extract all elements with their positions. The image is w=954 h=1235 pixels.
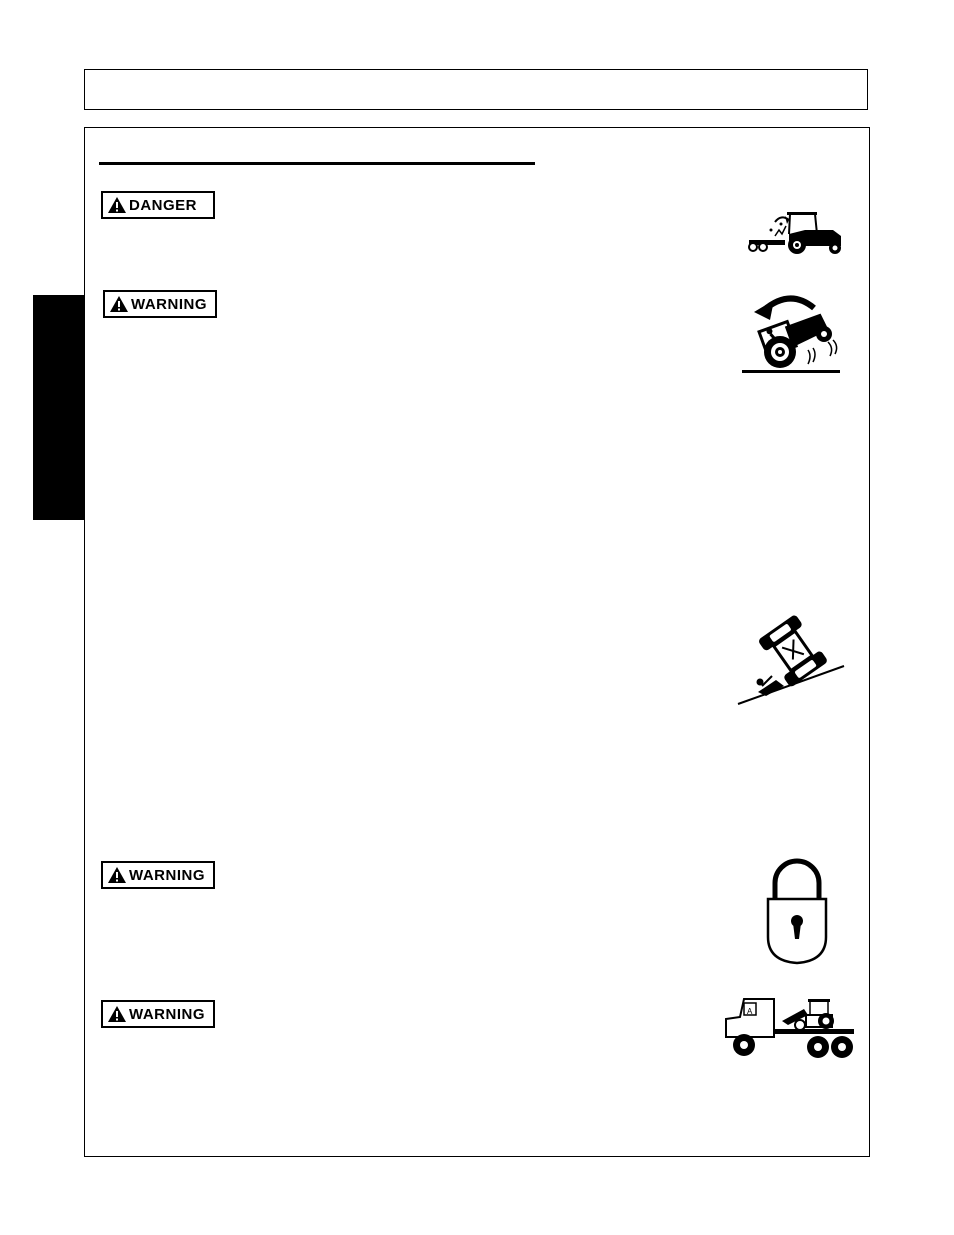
warning-sign-lockout (101, 861, 215, 889)
tractor-mower-thrown-object-icon (745, 208, 845, 256)
section-tab-marker (33, 295, 84, 520)
warning-sign-label: WARNING (129, 1005, 205, 1023)
warning-sign-transport (101, 1000, 215, 1028)
warning-triangle-icon (107, 1005, 127, 1023)
danger-sign (101, 191, 215, 219)
page-header-box (84, 69, 868, 110)
danger-sign-label: DANGER (129, 196, 198, 214)
svg-text:A: A (747, 1007, 753, 1016)
warning-triangle-icon (107, 866, 127, 884)
warning-triangle-icon (107, 196, 127, 214)
warning-sign-rollover (103, 290, 217, 318)
warning-sign-label: WARNING (131, 295, 207, 313)
tractor-rollover-icon (740, 290, 844, 376)
warning-sign-label: WARNING (129, 866, 205, 884)
warning-triangle-icon (109, 295, 129, 313)
tractor-on-trailer-icon (722, 995, 856, 1061)
section-heading-rule (99, 162, 535, 165)
padlock-icon (764, 853, 830, 967)
tractor-overturn-slope-icon (736, 600, 846, 708)
